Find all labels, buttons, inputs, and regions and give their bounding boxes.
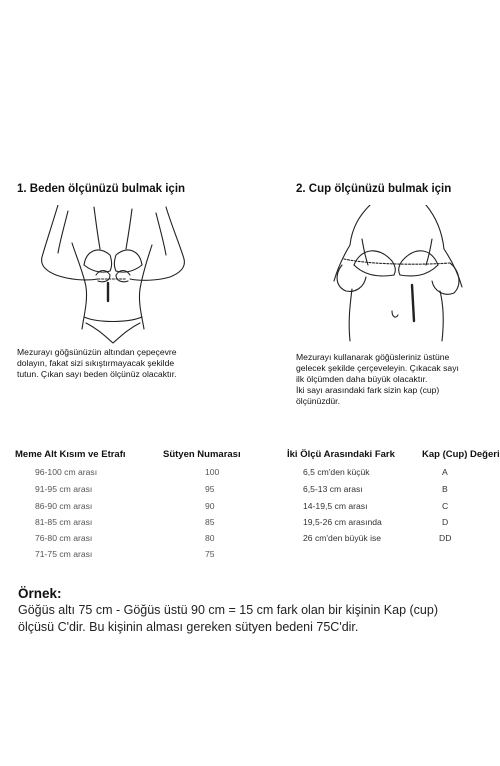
cup-table-header-cup: Kap (Cup) Değeri: [422, 449, 500, 460]
band-range-cell: 71-75 cm arası: [35, 549, 93, 559]
cup-difference-cell: 14-19,5 cm arası: [303, 501, 368, 511]
overbust-measurement-illustration: [322, 205, 472, 345]
band-size-cell: 90: [205, 501, 215, 511]
cup-value-cell: D: [442, 517, 449, 527]
underbust-measurement-illustration: [38, 205, 188, 345]
section1-title: 1. Beden ölçünüzü bulmak için: [17, 183, 186, 195]
section1-description: Mezurayı göğsünüzün altından çepeçevre dolayın, fakat sizi sıkıştırmayacak şekilde tutun. Çıkan sayı beden ölçünüz olacaktır.: [17, 347, 177, 379]
example-line-2: ölçüsü C'dir. Bu kişinin alması gereken sütyen bedeni 75C'dir.: [18, 620, 359, 634]
cup-difference-cell: 6,5 cm'den küçük: [303, 467, 370, 477]
section2-title: 2. Cup ölçünüzü bulmak için: [296, 183, 452, 195]
cup-value-cell: DD: [439, 533, 452, 543]
band-table-header-underbust: Meme Alt Kısım ve Etrafı: [15, 449, 126, 460]
example-line-1: Göğüs altı 75 cm - Göğüs üstü 90 cm = 15 cm fark olan bir kişinin Kap (cup): [18, 603, 438, 617]
cup-difference-cell: 26 cm'den büyük ise: [303, 533, 382, 543]
cup-value-cell: C: [442, 501, 449, 511]
cup-difference-cell: 6,5-13 cm arası: [303, 484, 363, 494]
band-range-cell: 81-85 cm arası: [35, 517, 93, 527]
section2-description: Mezurayı kullanarak göğüsleriniz üstüne gelecek şekilde çerçeveleyin. Çıkacak sayı ilk ölçümden daha büyük olacaktır. İki sayı arasındaki fark sizin kap (cup) ölçünüzdür.: [296, 352, 459, 406]
band-range-cell: 76-80 cm arası: [35, 533, 93, 543]
cup-value-cell: B: [442, 484, 448, 494]
band-range-cell: 91-95 cm arası: [35, 484, 93, 494]
cup-difference-cell: 19,5-26 cm arasında: [303, 517, 382, 527]
band-size-cell: 75: [205, 549, 215, 559]
cup-value-cell: A: [442, 467, 448, 477]
band-range-cell: 96-100 cm arası: [35, 467, 98, 477]
band-table-header-size: Sütyen Numarası: [163, 449, 241, 460]
band-size-cell: 85: [205, 517, 215, 527]
cup-table-header-difference: İki Ölçü Arasındaki Fark: [287, 449, 395, 460]
example-title: Örnek:: [18, 586, 62, 601]
band-size-cell: 95: [205, 484, 215, 494]
band-size-cell: 100: [205, 467, 220, 477]
band-range-cell: 86-90 cm arası: [35, 501, 93, 511]
band-size-cell: 80: [205, 533, 215, 543]
